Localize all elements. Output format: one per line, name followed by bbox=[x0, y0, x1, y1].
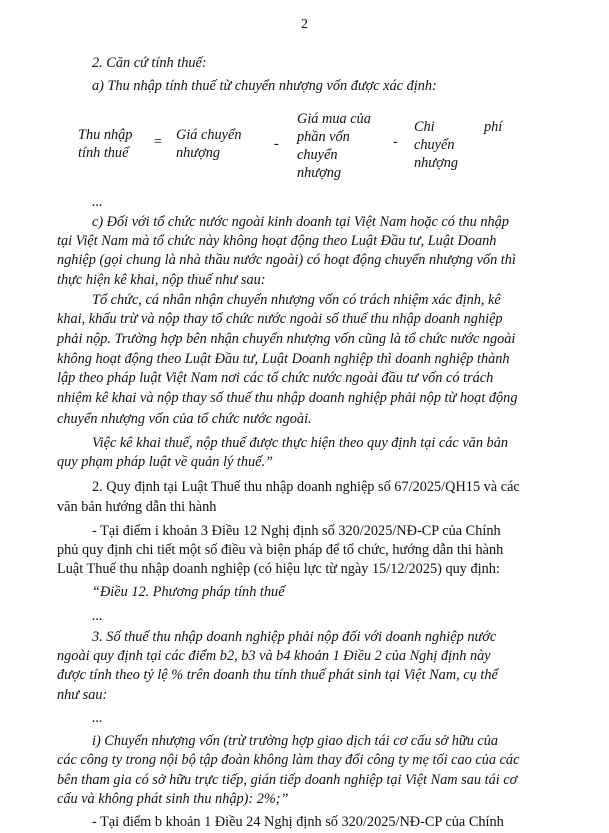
formula-term2-line-1: Giá mua của bbox=[297, 111, 371, 127]
formula-term2-line-3: chuyển bbox=[297, 147, 338, 163]
formula-term3-line-3: chuyển bbox=[414, 137, 455, 153]
item-a-heading: a) Thu nhập tính thuế từ chuyển nhượng vốn được xác định: bbox=[92, 78, 437, 94]
quoted-article-title: “Điều 12. Phương pháp tính thuế bbox=[92, 584, 285, 601]
paragraph-line: được tính theo tỷ lệ % trên doanh thu tính thuế phát sinh tại Việt Nam, cụ thể bbox=[57, 667, 498, 684]
paragraph-line: 3. Số thuế thu nhập doanh nghiệp phải nộp đối với doanh nghiệp nước bbox=[92, 628, 497, 645]
paragraph-line: các công ty trong nội bộ tập đoàn không làm thay đổi công ty mẹ tối cao của các bbox=[57, 752, 520, 769]
paragraph-line: ngoài quy định tại các điểm b2, b3 và b4 khoản 1 Điều 2 của Nghị định này bbox=[57, 648, 491, 665]
formula-minus-2: - bbox=[393, 134, 398, 150]
paragraph-line: như sau: bbox=[57, 686, 108, 703]
formula-term3-line-4: nhượng bbox=[414, 155, 459, 171]
paragraph-line: thực hiện kê khai, nộp thuế như sau: bbox=[57, 271, 266, 288]
paragraph-line: Tổ chức, cá nhân nhận chuyển nhượng vốn có trách nhiệm xác định, kê bbox=[92, 292, 501, 308]
paragraph-line: bên tham gia có sở hữu trực tiếp, gián tiếp doanh nghiệp tại Việt Nam sau tái cơ bbox=[57, 771, 518, 788]
paragraph-line: khai, khấu trừ và nộp thay tổ chức nước ngoài số thuế thu nhập doanh nghiệp bbox=[57, 311, 503, 328]
page-number: 2 bbox=[301, 17, 308, 32]
formula-term2-line-4: nhượng bbox=[297, 165, 342, 181]
paragraph-line: phủ quy định chi tiết một số điều và biện pháp để tổ chức, hướng dẫn thi hành bbox=[57, 541, 504, 558]
section-2-heading: 2. Quy định tại Luật Thuế thu nhập doanh nghiệp số 67/2025/QH15 và các bbox=[92, 479, 520, 496]
formula-term1-line-1: Giá chuyển bbox=[176, 127, 242, 143]
formula-term2-line-2: phần vốn bbox=[297, 129, 350, 145]
paragraph-line: cấu và không phát sinh thu nhập): 2%;” bbox=[57, 790, 289, 807]
paragraph-line: - Tại điểm b khoản 1 Điều 24 Nghị định số 320/2025/NĐ-CP của Chính bbox=[92, 814, 504, 831]
paragraph-line: phải nộp. Trường hợp bên nhận chuyển nhượng vốn cũng là tổ chức nước ngoài bbox=[57, 330, 516, 347]
paragraph-line: quy phạm pháp luật về quản lý thuế.” bbox=[57, 454, 274, 471]
paragraph-line: nghiệp (gọi chung là nhà thầu nước ngoài) có hoạt động chuyển nhượng vốn thì bbox=[57, 252, 516, 269]
formula-lhs-line-1: Thu nhập bbox=[78, 127, 133, 143]
paragraph-line: tại Việt Nam mà tổ chức này không hoạt động theo Luật Đầu tư, Luật Doanh bbox=[57, 233, 497, 250]
paragraph-line: lập theo pháp luật Việt Nam nơi các tổ chức nước ngoài đầu tư vốn có trách bbox=[57, 370, 494, 387]
section-2-heading-cont: văn bản hướng dẫn thi hành bbox=[57, 498, 217, 515]
formula-lhs-line-2: tính thuế bbox=[78, 145, 129, 161]
paragraph-line: c) Đối với tổ chức nước ngoài kinh doanh tại Việt Nam hoặc có thu nhập bbox=[92, 213, 509, 230]
paragraph-line: Việc kê khai thuế, nộp thuế được thực hiện theo quy định tại các văn bản bbox=[92, 434, 508, 451]
formula-term3-line-2: phí bbox=[484, 119, 503, 135]
paragraph-line: nhiệm kê khai và nộp thay số thuế thu nhập doanh nghiệp phải nộp từ hoạt động bbox=[57, 390, 518, 407]
paragraph-line: chuyển nhượng vốn của tổ chức nước ngoài. bbox=[57, 410, 312, 427]
paragraph-line: i) Chuyển nhượng vốn (trừ trường hợp giao dịch tái cơ cấu sở hữu của bbox=[92, 733, 499, 749]
formula-term1-line-2: nhượng bbox=[176, 145, 221, 161]
section-basis-title: 2. Căn cứ tính thuế: bbox=[92, 55, 207, 71]
paragraph-line: - Tại điểm i khoản 3 Điều 12 Nghị định số 320/2025/NĐ-CP của Chính bbox=[92, 522, 501, 539]
ellipsis: ... bbox=[92, 709, 103, 726]
formula-minus-1: - bbox=[274, 136, 279, 152]
formula-equals: = bbox=[153, 134, 163, 150]
paragraph-line: không hoạt động theo Luật Đầu tư, Luật Doanh nghiệp thì doanh nghiệp thành bbox=[57, 350, 510, 367]
paragraph-line: Luật Thuế thu nhập doanh nghiệp (có hiệu lực từ ngày 15/12/2025) quy định: bbox=[57, 561, 500, 578]
formula-term3-line-1: Chi bbox=[414, 119, 435, 135]
ellipsis: ... bbox=[92, 607, 103, 624]
ellipsis: ... bbox=[92, 193, 103, 210]
